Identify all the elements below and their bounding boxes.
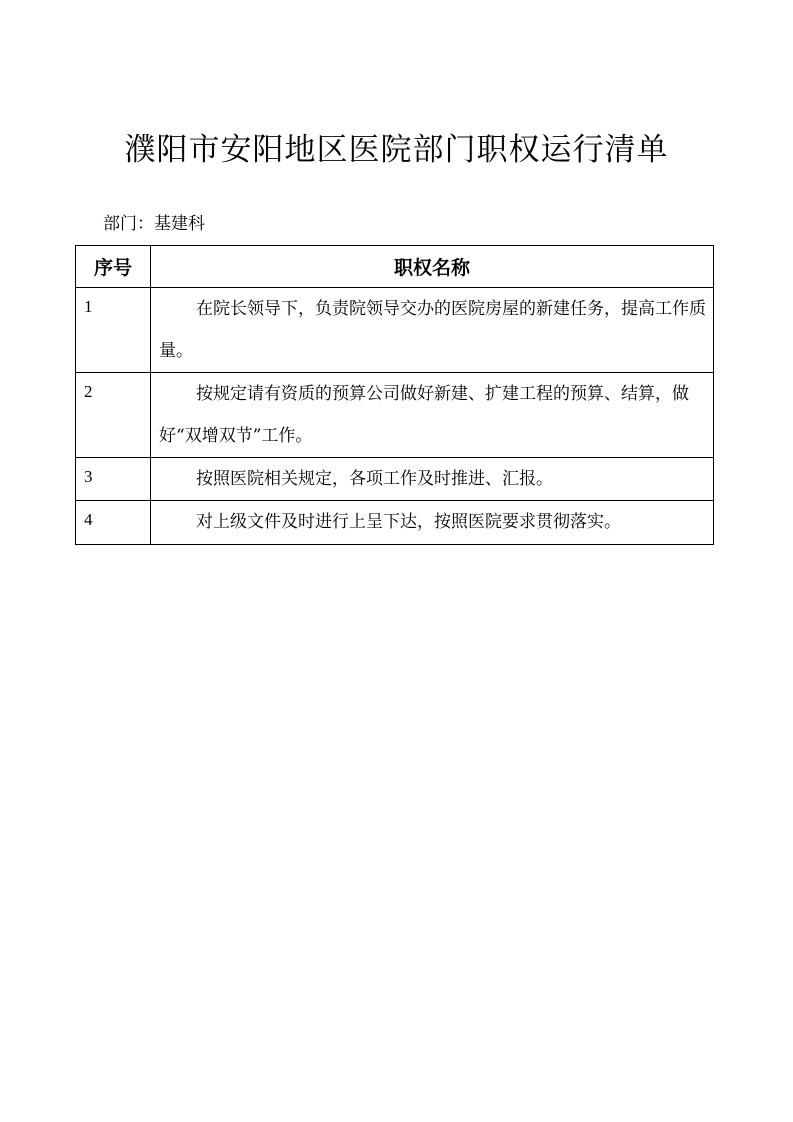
row-authority-text: 按照医院相关规定，各项工作及时推进、汇报。 <box>151 458 714 501</box>
authority-table <box>75 245 714 545</box>
table-row <box>76 458 714 501</box>
row-authority-text: 对上级文件及时进行上呈下达，按照医院要求贯彻落实。 <box>151 501 714 545</box>
row-authority-text: 按规定请有资质的预算公司做好新建、扩建工程的预算、结算，做好“双增双节”工作。 <box>151 373 714 458</box>
header-authority-name: 职权名称 <box>151 246 714 288</box>
row-authority-text: 在院长领导下，负责院领导交办的医院房屋的新建任务，提高工作质量。 <box>151 288 714 373</box>
row-number: 1 <box>76 288 151 373</box>
row-number: 4 <box>76 501 151 545</box>
table-row <box>76 373 714 458</box>
row-number: 2 <box>76 373 151 458</box>
table-row <box>76 288 714 373</box>
table-header-row <box>76 246 714 288</box>
page-title: 濮阳市安阳地区医院部门职权运行清单 <box>124 132 669 168</box>
row-number: 3 <box>76 458 151 501</box>
header-number: 序号 <box>76 246 151 288</box>
table-row <box>76 501 714 545</box>
department-label: 部门：基建科 <box>103 214 205 234</box>
